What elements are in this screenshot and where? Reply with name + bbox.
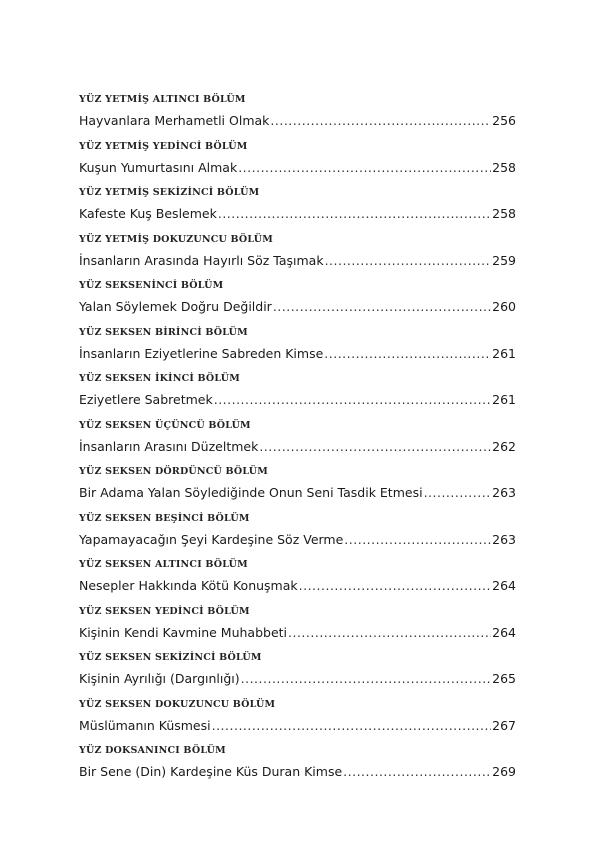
page-number: 264 bbox=[492, 624, 516, 640]
page-number: 256 bbox=[492, 113, 516, 128]
toc-entry bbox=[79, 646, 516, 693]
dot-leader bbox=[325, 253, 492, 269]
toc-entry-line bbox=[79, 671, 516, 687]
entry-title: Kafeste Kuş Beslemek bbox=[79, 206, 217, 221]
dot-leader bbox=[299, 578, 492, 594]
toc-entry bbox=[79, 228, 516, 275]
toc-entry bbox=[79, 135, 516, 182]
page-number: 258 bbox=[492, 159, 516, 175]
entry-title: Bir Sene (Din) Kardeşine Küs Duran Kimse bbox=[79, 764, 343, 779]
page-number: 261 bbox=[492, 345, 516, 361]
toc-entry bbox=[79, 739, 516, 786]
page-number: 261 bbox=[492, 392, 516, 407]
section-label: YÜZ SEKSEN DÖRDÜNCÜ BÖLÜM bbox=[79, 466, 268, 477]
dot-leader bbox=[241, 671, 492, 687]
toc-entry-line bbox=[79, 718, 516, 734]
toc-entry bbox=[79, 693, 516, 740]
toc-entry-line bbox=[79, 113, 516, 129]
section-label: YÜZ SEKSEN SEKİZİNCİ BÖLÜM bbox=[79, 652, 262, 663]
page-number: 269 bbox=[492, 764, 516, 779]
toc-entry-line bbox=[79, 160, 516, 176]
entry-title: İnsanların Arasında Hayırlı Söz Taşımak bbox=[79, 252, 324, 268]
toc-entry bbox=[79, 553, 516, 600]
toc-entry bbox=[79, 321, 516, 368]
section-label: YÜZ SEKSEN DOKUZUNCU BÖLÜM bbox=[79, 698, 276, 710]
entry-title: Eziyetlere Sabretmek bbox=[79, 392, 213, 407]
toc-entry-line bbox=[79, 253, 516, 269]
dot-leader bbox=[238, 160, 491, 176]
section-label: YÜZ DOKSANINCI BÖLÜM bbox=[79, 745, 226, 756]
section-label: YÜZ YETMİŞ SEKİZİNCİ BÖLÜM bbox=[79, 187, 260, 198]
toc-entry-line bbox=[79, 625, 516, 641]
table-of-contents bbox=[79, 88, 516, 786]
section-label: YÜZ SEKSEN ÜÇÜNCÜ BÖLÜM bbox=[79, 419, 251, 431]
toc-entry bbox=[79, 367, 516, 414]
entry-title: Müslümanın Küsmesi bbox=[79, 717, 211, 733]
entry-title: Nesepler Hakkında Kötü Konuşmak bbox=[79, 578, 298, 593]
toc-entry bbox=[79, 88, 516, 135]
toc-entry-line bbox=[79, 485, 516, 501]
toc-entry bbox=[79, 181, 516, 228]
page-number: 267 bbox=[492, 717, 516, 733]
entry-title: Kişinin Ayrılığı (Dargınlığı) bbox=[79, 671, 240, 686]
toc-entry bbox=[79, 600, 516, 647]
page-number: 259 bbox=[492, 252, 516, 268]
page-number: 262 bbox=[492, 438, 516, 454]
dot-leader bbox=[270, 113, 491, 129]
entry-title: Kuşun Yumurtasını Almak bbox=[79, 159, 238, 175]
entry-title: Kişinin Kendi Kavmine Muhabbeti bbox=[79, 624, 288, 640]
section-label: YÜZ SEKSEN İKİNCİ BÖLÜM bbox=[79, 373, 240, 384]
toc-entry-line bbox=[79, 392, 516, 408]
dot-leader bbox=[288, 625, 491, 641]
dot-leader bbox=[343, 764, 491, 780]
entry-title: Yalan Söylemek Doğru Değildir bbox=[79, 299, 272, 314]
toc-entry bbox=[79, 274, 516, 321]
section-label: YÜZ SEKSEN ALTINCI BÖLÜM bbox=[79, 559, 248, 570]
dot-leader bbox=[218, 206, 491, 222]
toc-entry bbox=[79, 460, 516, 507]
dot-leader bbox=[214, 392, 491, 408]
dot-leader bbox=[424, 485, 492, 501]
section-label: YÜZ SEKSEN YEDİNCİ BÖLÜM bbox=[79, 605, 250, 617]
entry-title: İnsanların Arasını Düzeltmek bbox=[79, 438, 259, 454]
dot-leader bbox=[259, 439, 491, 455]
toc-entry-line bbox=[79, 764, 516, 780]
toc-entry-line bbox=[79, 439, 516, 455]
page-number: 264 bbox=[492, 578, 516, 593]
section-label: YÜZ YETMİŞ DOKUZUNCU BÖLÜM bbox=[79, 233, 273, 245]
section-label: YÜZ SEKSEN BİRİNCİ BÖLÜM bbox=[79, 326, 248, 338]
entry-title: Hayvanlara Merhametli Olmak bbox=[79, 113, 270, 128]
page-number: 260 bbox=[492, 299, 516, 314]
toc-entry bbox=[79, 507, 516, 554]
page-number: 263 bbox=[492, 531, 516, 547]
section-label: YÜZ YETMİŞ ALTINCI BÖLÜM bbox=[79, 94, 246, 105]
toc-entry-line bbox=[79, 532, 516, 548]
entry-title: İnsanların Eziyetlerine Sabreden Kimse bbox=[79, 345, 324, 361]
toc-entry-line bbox=[79, 206, 516, 222]
dot-leader bbox=[344, 532, 491, 548]
page-number: 265 bbox=[492, 671, 516, 686]
section-label: YÜZ SEKSENİNCİ BÖLÜM bbox=[79, 280, 224, 291]
dot-leader bbox=[212, 718, 492, 734]
page-number: 258 bbox=[492, 206, 516, 221]
toc-entry-line bbox=[79, 299, 516, 315]
dot-leader bbox=[324, 346, 491, 362]
toc-entry-line bbox=[79, 578, 516, 594]
entry-title: Bir Adama Yalan Söylediğinde Onun Seni Tasdik Etmesi bbox=[79, 485, 423, 500]
toc-entry-line bbox=[79, 346, 516, 362]
entry-title: Yapamayacağın Şeyi Kardeşine Söz Verme bbox=[79, 531, 344, 547]
dot-leader bbox=[273, 299, 491, 315]
toc-entry bbox=[79, 414, 516, 461]
section-label: YÜZ SEKSEN BEŞİNCİ BÖLÜM bbox=[79, 512, 250, 524]
page-number: 263 bbox=[492, 485, 516, 500]
section-label: YÜZ YETMİŞ YEDİNCİ BÖLÜM bbox=[79, 140, 248, 152]
